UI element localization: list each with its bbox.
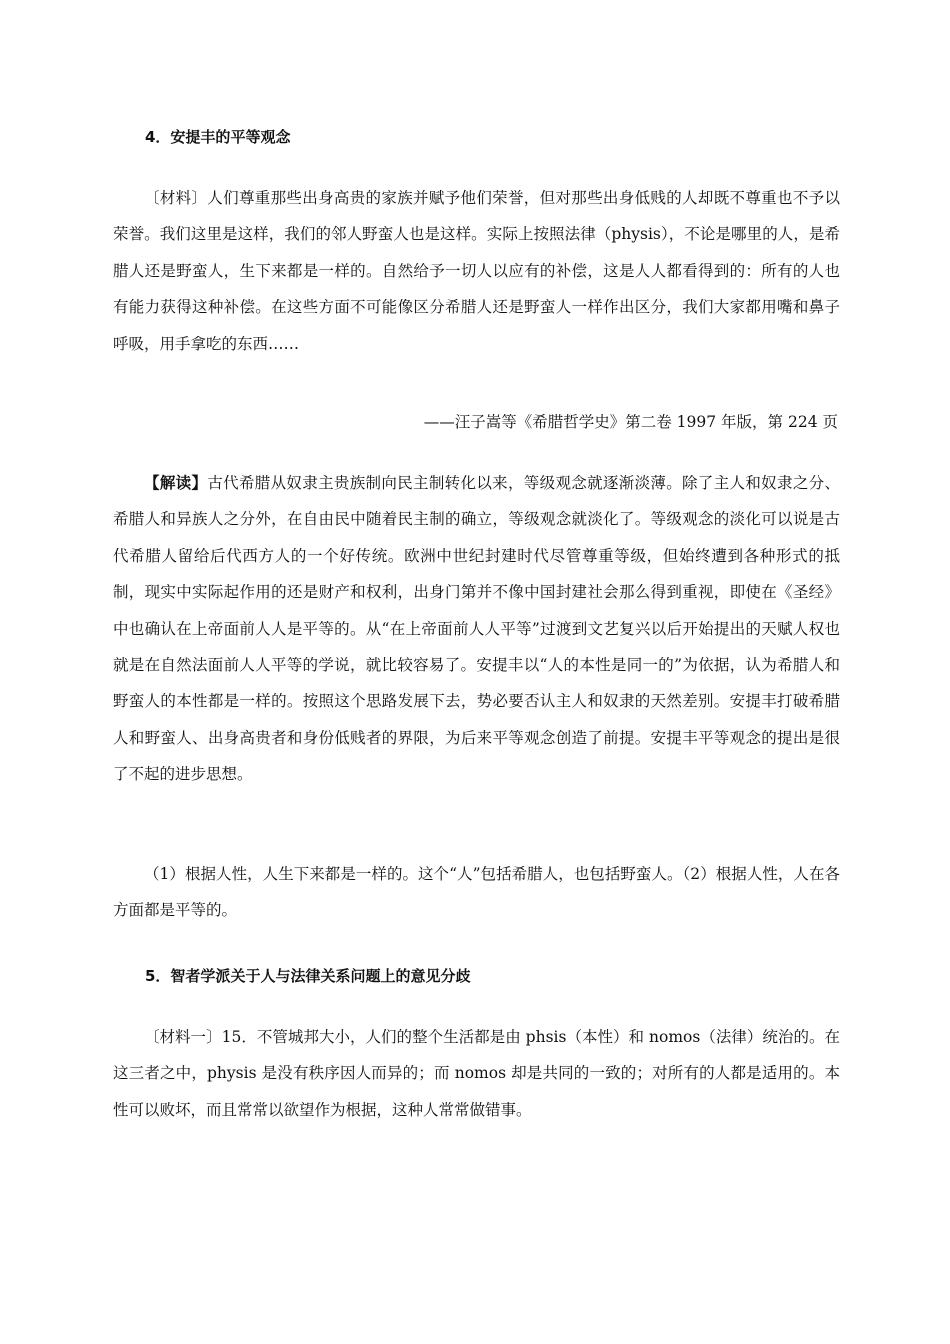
section-4-source-citation: ——汪子嵩等《希腊哲学史》第二卷 1997 年版，第 224 页 [423, 413, 838, 431]
interpretation-label: 【解读】 [144, 474, 208, 492]
section-5-heading: 5．智者学派关于人与法律关系问题上的意见分歧 [145, 967, 471, 985]
interpretation-text: 古代希腊从奴隶主贵族制向民主制转化以来，等级观念就逐渐淡薄。除了主人和奴隶之分、希腊人和异族人之分外，在自由民中随着民主制的确立，等级观念就淡化了。等级观念的淡化可以说是古代希腊人留给后代西方人的一个好传统。欧洲中世纪封建时代尽管尊重等级，但始终遭到各种形式的抵制，现实中实际起作用的还是财产和权利，出身门第并不像中国封建社会那么得到重视，即使在《圣经》中也确认在上帝面前人人是平等的。从“在上帝面前人人平等”过渡到文艺复兴以后开始提出的天赋人权也就是在自然法面前人人平等的学说，就比较容易了。安提丰以“人的本性是同一的”为依据，认为希腊人和野蛮人的本性都是一样的。按照这个思路发展下去，势必要否认主人和奴隶的天然差别。安提丰打破希腊人和野蛮人、出身高贵者和身份低贱者的界限，为后来平等观念创造了前提。安提丰平等观念的提出是很了不起的进步思想。 [113, 474, 840, 784]
section-4-material: 〔材料〕人们尊重那些出身高贵的家族并赋予他们荣誉，但对那些出身低贱的人却既不尊重也不予以荣誉。我们这里是这样，我们的邻人野蛮人也是这样。实际上按照法律（physis），不论是哪里的人，是希腊人还是野蛮人，生下来都是一样的。自然给予一切人以应有的补偿，这是人人都看得到的：所有的人也有能力获得这种补偿。在这些方面不可能像区分希腊人还是野蛮人一样作出区分，我们大家都用嘴和鼻子呼吸，用手拿吃的东西…… [113, 189, 840, 353]
section-4-heading: 4．安提丰的平等观念 [145, 128, 291, 146]
section-5-material: 〔材料一〕15．不管城邦大小，人们的整个生活都是由 phsis（本性）和 nomos（法律）统治的。在这三者之中，physis 是没有秩序因人而异的；而 nomos 却是共同的一致的；对所有的人都是适用的。本性可以败坏，而且常常以欲望作为根据，这种人常常做错事。 [113, 1028, 840, 1119]
section-4-points: （1）根据人性，人生下来都是一样的。这个“人”包括希腊人，也包括野蛮人。（2）根据人性，人在各方面都是平等的。 [113, 865, 840, 920]
section-4-interpretation [113, 465, 840, 793]
